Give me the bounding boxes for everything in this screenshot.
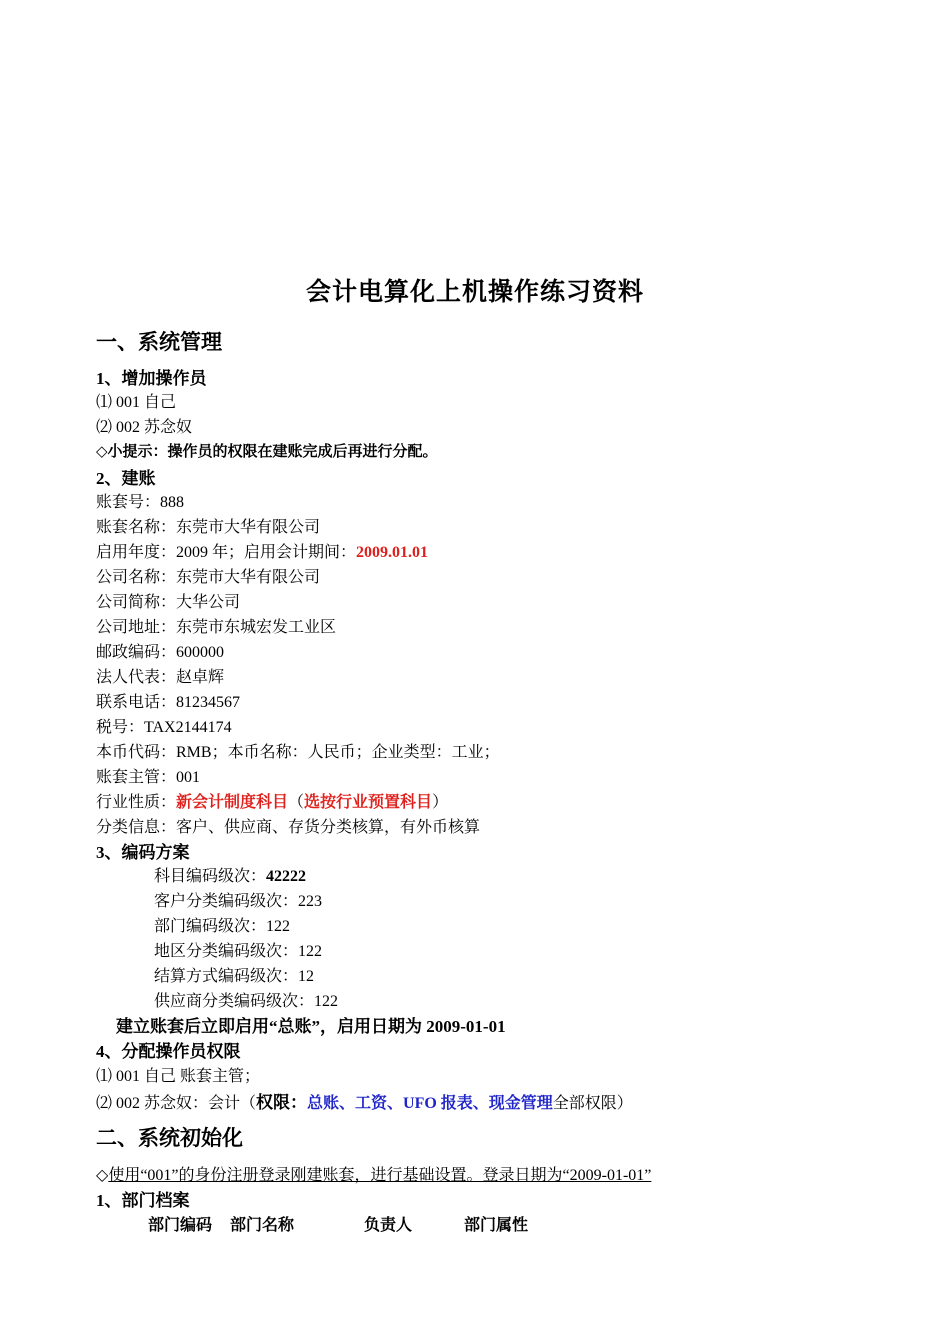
company-name: 公司名称：东莞市大华有限公司 (96, 569, 321, 586)
section-heading-system-management: 一、系统管理 (96, 330, 222, 354)
document-title: 会计电算化上机操作练习资料 (305, 279, 644, 306)
currency-info: 本币代码：RMB；本币名称：人民币；企业类型：工业； (96, 744, 500, 761)
permission-item-1: ⑴ 001 自己 账套主管； (96, 1068, 261, 1085)
subheading-create-account: 2、建账 (96, 469, 156, 488)
industry-preset-note: 选按行业预置科目 (304, 794, 433, 811)
column-header-dept-attribute: 部门属性 (464, 1217, 529, 1234)
legal-representative: 法人代表：赵卓辉 (96, 669, 225, 686)
subheading-assign-permissions: 4、分配操作员权限 (96, 1042, 241, 1061)
account-name: 账套名称：东莞市大华有限公司 (96, 519, 321, 536)
subject-code-level (154, 863, 306, 886)
start-period-value: 2009.01.01 (356, 544, 429, 561)
contact-phone: 联系电话：81234567 (96, 694, 241, 711)
classification-info: 分类信息：客户、供应商、存货分类核算，有外币核算 (96, 819, 481, 836)
supplier-code-level: 供应商分类编码级次：122 (154, 993, 339, 1010)
tip-note: ◇小提示：操作员的权限在建账完成后再进行分配。 (96, 444, 438, 460)
login-note-text: 使用“001”的身份注册登录刚建账套，进行基础设置。登录日期为“2009-01-01” (108, 1167, 652, 1184)
account-number: 账套号：888 (96, 494, 185, 511)
paren-close: ） (432, 794, 449, 811)
permission-item-2 (96, 1088, 633, 1113)
column-header-dept-code: 部门编码 (148, 1217, 213, 1234)
enable-ledger-note: 建立账套后立即启用“总账”，启用日期为 2009-01-01 (116, 1017, 506, 1036)
tax-number: 税号：TAX2144174 (96, 719, 232, 736)
permission-modules: 总账、工资、UFO 报表、现金管理 (307, 1095, 553, 1112)
customer-code-level: 客户分类编码级次：223 (154, 893, 323, 910)
start-year-label: 启用年度：2009 年；启用会计期间： (96, 544, 357, 561)
diamond-bullet-icon: ◇ (96, 1167, 109, 1184)
column-header-manager: 负责人 (364, 1217, 413, 1234)
operator-item-2: ⑵ 002 苏念奴 (96, 419, 193, 436)
company-address: 公司地址：东莞市东城宏发工业区 (96, 619, 337, 636)
operator-item-1: ⑴ 001 自己 (96, 394, 177, 411)
subheading-department-archive: 1、部门档案 (96, 1191, 190, 1210)
industry-line (96, 789, 448, 812)
department-code-level: 部门编码级次：122 (154, 918, 291, 935)
login-note (96, 1162, 651, 1185)
paren-open: （ (288, 794, 305, 811)
settlement-code-level: 结算方式编码级次：12 (154, 968, 315, 985)
permission-suffix: 全部权限） (552, 1095, 633, 1112)
column-header-dept-name: 部门名称 (230, 1217, 295, 1234)
subject-code-value: 42222 (266, 868, 307, 885)
account-supervisor: 账套主管：001 (96, 769, 201, 786)
company-short-name: 公司简称：大华公司 (96, 594, 241, 611)
subheading-coding-scheme: 3、编码方案 (96, 843, 190, 862)
subject-code-label: 科目编码级次： (154, 868, 267, 885)
industry-label: 行业性质： (96, 794, 177, 811)
industry-value: 新会计制度科目 (176, 794, 289, 811)
start-year-line (96, 539, 428, 562)
region-code-level: 地区分类编码级次：122 (154, 943, 323, 960)
permission-prefix: ⑵ 002 苏念奴：会计（ (96, 1095, 257, 1112)
section-heading-system-init: 二、系统初始化 (96, 1126, 243, 1150)
permission-label: 权限： (256, 1093, 308, 1112)
postcode: 邮政编码：600000 (96, 644, 225, 661)
subheading-add-operator: 1、增加操作员 (96, 369, 207, 388)
